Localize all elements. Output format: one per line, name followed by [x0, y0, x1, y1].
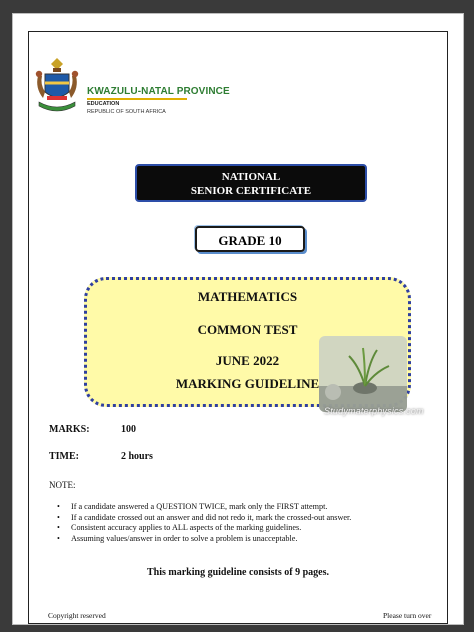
note-text: Consistent accuracy applies to ALL aspects of the marking guidelines. — [71, 523, 302, 532]
note-text: Assuming values/answer in order to solve a problem is unacceptable. — [71, 533, 298, 543]
certificate-banner — [135, 164, 367, 202]
page-count-statement: This marking guideline consists of 9 pages. — [147, 567, 329, 578]
bullet-icon: • — [57, 512, 60, 522]
grade-badge: GRADE 10 — [195, 226, 305, 252]
test-date: JUNE 2022 — [215, 353, 280, 368]
coat-of-arms-logo — [33, 56, 81, 118]
note-heading: NOTE: — [49, 480, 76, 490]
bullet-icon: • — [57, 533, 60, 543]
note-text: If a candidate answered a QUESTION TWICE, mark only the FIRST attempt. — [71, 502, 328, 511]
note-list — [57, 502, 351, 544]
time-value: 2 hours — [121, 451, 153, 462]
country-name: REPUBLIC OF SOUTH AFRICA — [87, 109, 166, 115]
list-item — [57, 523, 351, 534]
document-type: MARKING GUIDELINE — [175, 376, 320, 391]
watermark-plant-image — [319, 336, 407, 412]
test-name: COMMON TEST — [197, 322, 298, 337]
document-page — [12, 13, 464, 625]
list-item — [57, 502, 351, 513]
bullet-icon: • — [57, 523, 60, 532]
list-item — [57, 534, 351, 545]
watermark-text: Studymaterphysics.com — [324, 406, 424, 416]
header-divider — [87, 98, 187, 100]
certificate-line-1: NATIONAL — [221, 171, 281, 183]
list-item — [57, 513, 351, 524]
note-text: If a candidate crossed out an answer and did not redo it, mark the crossed-out answer. — [71, 512, 352, 522]
time-label: TIME: — [49, 451, 79, 462]
subject-name: MATHEMATICS — [197, 289, 298, 304]
bullet-icon: • — [57, 502, 60, 511]
copyright-footer: Copyright reserved — [48, 611, 106, 620]
department-name: EDUCATION — [87, 101, 120, 107]
marks-value: 100 — [121, 424, 136, 435]
certificate-line-2: SENIOR CERTIFICATE — [190, 185, 312, 197]
marks-label: MARKS: — [49, 424, 90, 435]
province-name: KWAZULU-NATAL PROVINCE — [87, 86, 230, 97]
turn-over-footer: Please turn over — [383, 611, 432, 620]
